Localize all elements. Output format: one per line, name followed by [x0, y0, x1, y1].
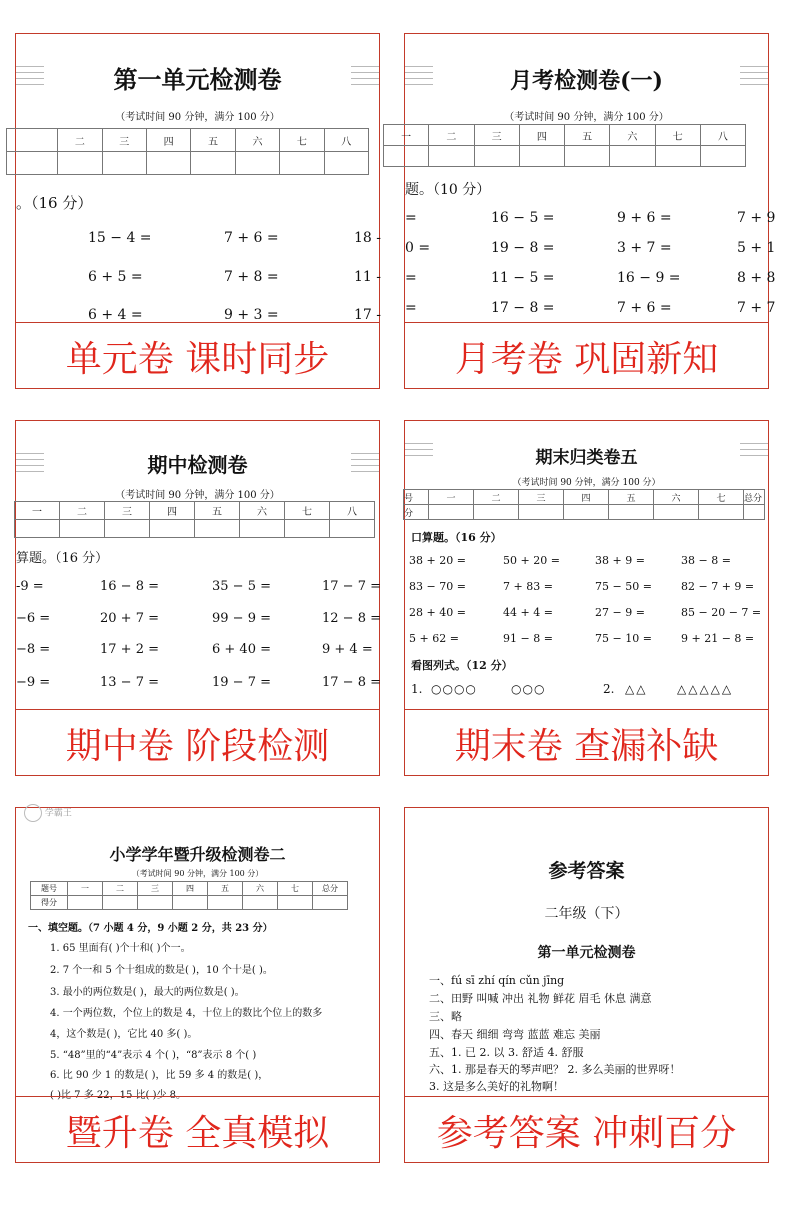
exam-preview: 第一单元检测卷 （考试时间 90 分钟，满分 100 分） 二 三 四 五 六 七 八 。（16 分） 15 − 4 = 7 + 6 = 18 - 6 + 5 = 7 + 8 = 11 - 6 + 4 = 9 + 3 = 17 -	[16, 34, 379, 322]
card-caption: 暨升卷 全真模拟	[16, 1096, 379, 1164]
answer-line: 一、fú sī zhí qín cǔn jīng	[429, 974, 565, 987]
question-item: 2. 7 个一和 5 个十组成的数是( )，10 个十是( )。	[50, 965, 273, 976]
exam-title: 第一单元检测卷	[113, 65, 282, 94]
question-item: 4. 一个两位数，个位上的数是 4，十位上的数比个位上的数多	[50, 1008, 323, 1019]
card-monthly-test[interactable]	[401, 33, 776, 389]
card-caption: 单元卷 课时同步	[16, 322, 379, 390]
question-item: 1. 65 里面有( )个十和( )个一。	[50, 943, 191, 954]
question-item: 4，这个数是( )，它比 40 多( )。	[50, 1029, 198, 1040]
question-item: 3. 最小的两位数是( )，最大的两位数是( )。	[50, 987, 245, 998]
section-heading: 一、填空题。（7 小题 4 分，9 小题 2 分，共 23 分）	[28, 923, 273, 934]
section-heading: 算题。（16 分）	[16, 551, 109, 566]
card-caption: 月考卷 巩固新知	[405, 322, 768, 390]
exam-title: 期末归类卷五	[535, 448, 638, 468]
card-final-test[interactable]	[404, 420, 769, 776]
section-heading: 口算题。（16 分）	[411, 531, 502, 544]
exam-title: 月考检测卷(一)	[510, 68, 663, 94]
answer-line: 四、春天 细细 弯弯 蓝蓝 难忘 美丽	[429, 1028, 601, 1041]
exam-subtitle: （考试时间 90 分钟，满分 100 分）	[512, 478, 661, 488]
section-heading: 题。（10 分）	[405, 182, 491, 198]
score-table: 一 二 三 四 五 六 七 八	[14, 501, 375, 538]
exam-subtitle: （考试时间 90 分钟，满分 100 分）	[131, 869, 264, 878]
answer-line: 六、1. 那是春天的琴声吧？ 2. 多么美丽的世界呀！	[429, 1063, 681, 1076]
card-midterm-test[interactable]	[15, 420, 380, 776]
exam-preview	[16, 808, 379, 1101]
exam-preview: 期中检测卷 （考试时间 90 分钟，满分 100 分） 一 二 三 四 五 六 七 八 算题。（16 分） -9 = 16 − 8 = 35 − 5 = 17 − 7 = −6 = 20 + 7 = 99 − 9 = 12 − 8 = −8 = 17 + 2 = 6 + 40 = 9 + 4 = −9 = 13 − 7 = 19 − 7 = 17 − 8 =	[16, 421, 379, 709]
card-caption: 参考答案 冲刺百分	[405, 1096, 768, 1164]
grade-label: 二年级（下）	[544, 906, 629, 922]
exam-preview	[405, 808, 768, 1096]
question-item: ( )比 7 多 22，15 比( )少 8。	[50, 1090, 187, 1101]
question-item: 5. “48”里的“4”表示 4 个( )，“8”表示 8 个( )	[50, 1050, 257, 1061]
exam-preview: 月考检测卷(一) （考试时间 90 分钟，满分 100 分） 一 二 三 四 五 六 七 八 题。（10 分） = 16 − 5 = 9 + 6 = 7 + 9 0 = 19 − 8 = 3 + 7 = 5 + 1 = 11 − 5 = 16 − 9 = 8 + 8 = 17 − 8 = 7 + 6 = 7 + 7	[405, 34, 768, 322]
logo: 学霸王	[24, 804, 72, 822]
exam-subtitle: （考试时间 90 分钟，满分 100 分）	[115, 490, 280, 501]
card-unit-test[interactable]	[15, 33, 380, 389]
exam-preview: 期末归类卷五 （考试时间 90 分钟，满分 100 分） 号 一 二 三 四 五 六 七 总分 分 口算题。（16 分） 38 + 20 = 50 + 20 = 38 + 9 = 38 − 8 = 83 − 70 = 7 + 83 = 75 − 50 = 82 − 7 + 9 = 28 + 40 = 44 + 4 = 27 − 9 = 85 − 20 − 7 = 5 + 62 = 91 − 8 = 75 − 10 = 9 + 21 − 8 = 看图列式。（12 分） 1. ○○○○ ○○○ 2. △△ △△△△△	[405, 421, 768, 709]
exam-title: 小学学年暨升级检测卷二	[109, 845, 286, 864]
score-table: 号 一 二 三 四 五 六 七 总分 分	[403, 489, 765, 520]
question-item: 6. 比 90 少 1 的数是( )，比 59 多 4 的数是( )，	[50, 1070, 269, 1081]
answer-section-title: 第一单元检测卷	[537, 945, 636, 961]
answer-line: 三、略	[429, 1010, 462, 1023]
score-table: 一 二 三 四 五 六 七 八	[383, 124, 746, 167]
card-caption: 期中卷 阶段检测	[16, 709, 379, 777]
answer-title: 参考答案	[548, 860, 625, 882]
card-answer-key[interactable]	[404, 807, 769, 1163]
answer-line: 五、1. 已 2. 以 3. 舒适 4. 舒服	[429, 1046, 584, 1059]
exam-subtitle: （考试时间 90 分钟，满分 100 分）	[115, 112, 280, 123]
card-caption: 期末卷 查漏补缺	[405, 709, 768, 777]
card-promotion-test[interactable]	[15, 807, 380, 1163]
score-table: 二 三 四 五 六 七 八	[6, 128, 369, 175]
answer-line: 二、田野 叫喊 冲出 礼物 鲜花 眉毛 休息 满意	[429, 992, 652, 1005]
logo-icon	[24, 804, 42, 822]
section-heading: 看图列式。（12 分）	[411, 659, 513, 672]
answer-line: 3. 这是多么美好的礼物啊！	[429, 1080, 564, 1093]
exam-title: 期中检测卷	[147, 453, 248, 477]
score-table: 题号 一 二 三 四 五 六 七 总分 得分	[30, 881, 348, 910]
section-heading: 。（16 分）	[16, 194, 93, 212]
exam-subtitle: （考试时间 90 分钟，满分 100 分）	[504, 112, 669, 123]
